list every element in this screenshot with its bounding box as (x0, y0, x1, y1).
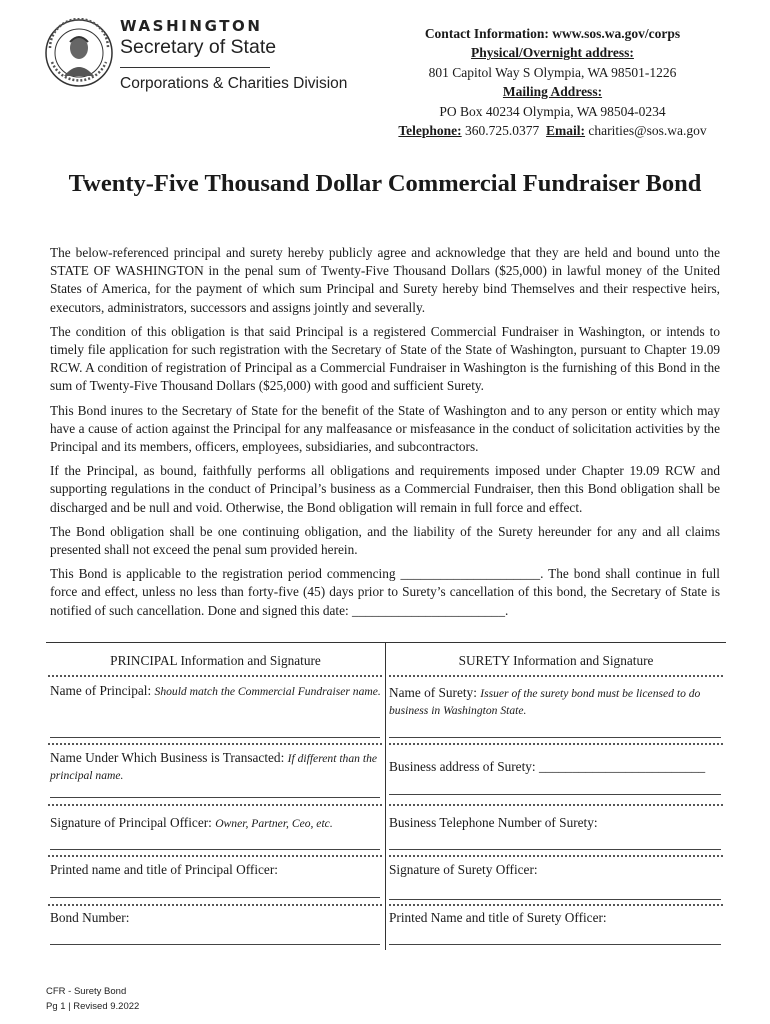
brand-secretary-of-state: Secretary of State (120, 36, 277, 58)
contact-info (380, 24, 725, 140)
signature-surety-line[interactable] (389, 899, 721, 900)
surety-header: SURETY Information and Signature (458, 653, 654, 668)
row-divider (48, 743, 382, 745)
paragraph-1: The below-referenced principal and surety hereby publicly agree and acknowledge that they are held and bound unto the STATE OF WASHINGTON in the penal sum of Twenty-Five Thousand Dollars ($25,000) in lawful money of the United States of America, for the payment of which sum Principal and Surety hereby bind Themselves and their respective heirs, executors, administrators, successors and assigns jointly and severally. (50, 245, 720, 315)
page-footer (46, 984, 139, 1014)
mailing-label: Mailing Address: (502, 84, 603, 100)
name-of-surety-line[interactable] (389, 737, 721, 738)
telephone-label: Telephone: (398, 123, 462, 139)
signature-surety-label: Signature of Surety Officer: (389, 862, 538, 877)
telephone: 360.725.0377 (465, 123, 540, 139)
paragraph-4: If the Principal, as bound, faithfully performs all obligations and requirements imposed under Chapter 19.09 RCW and supporting regulations in the conduct of Principal’s business as a Commercial Fundraiser, then this Bond obligation shall be discharged and be null and void. Otherwise, the Bond obligation will remain in full force and effect. (50, 463, 720, 515)
paragraph-2: The condition of this obligation is that said Principal is a registered Commercial Fundraiser in Washington, or intends to timely file application for such registration with the Secretary of State of the State of Washington, pursuant to Chapter 19.09 RCW. A condition of registration of Principal as a Commercial Fundraiser in Washington is the furnishing of this Bond in the sum of Twenty-Five Thousand Dollars ($25,000) with good and sufficient Surety. (50, 323, 720, 394)
physical-label: Physical/Overnight address: (471, 45, 634, 61)
signature-principal-field[interactable] (50, 815, 382, 832)
surety-header-divider (389, 675, 723, 677)
bond-number-field[interactable] (50, 910, 382, 926)
mailing-address: PO Box 40234 Olympia, WA 98504-0234 (439, 103, 666, 119)
physical-address: 801 Capitol Way S Olympia, WA 98501-1226 (428, 64, 677, 80)
email-label: Email: (546, 123, 586, 139)
printed-principal-label: Printed name and title of Principal Officer: (50, 862, 278, 877)
printed-surety-line[interactable] (389, 944, 721, 945)
surety-address-field[interactable] (389, 759, 723, 775)
paragraph-5: The Bond obligation shall be one continuing obligation, and the liability of the Surety hereunder for any and all claims presented shall not exceed the penal sum provided herein. (50, 523, 720, 558)
business-name-field[interactable] (50, 750, 382, 784)
name-of-principal-hint: Should match the Commercial Fundraiser name. (154, 685, 381, 698)
signature-principal-hint: Owner, Partner, Ceo, etc. (215, 817, 333, 830)
email: charities@sos.wa.gov (588, 123, 707, 139)
signature-principal-line[interactable] (50, 849, 380, 850)
row-divider (48, 855, 382, 857)
paragraph-6: This Bond is applicable to the registration period commencing _____________________. The bond shall continue in full force and effect, unless no less than forty-five (45) days prior to Surety’s cancellation of this bond, the Secretary of State is notified of such cancellation. Done and signed this date: _______________________. (50, 566, 720, 618)
business-name-hint: If different than the principal name. (50, 752, 378, 782)
row-divider (389, 904, 723, 906)
footer-form-name: CFR - Surety Bond (46, 986, 127, 997)
signature-principal-label: Signature of Principal Officer: (50, 815, 212, 830)
signature-surety-field[interactable] (389, 862, 723, 878)
name-of-surety-field[interactable] (389, 685, 723, 719)
surety-address-label: Business address of Surety: _________________________ (389, 759, 706, 774)
row-divider (389, 743, 723, 745)
document-title: Twenty-Five Thousand Dollar Commercial Fundraiser Bond (68, 170, 702, 197)
brand-divider (120, 67, 270, 68)
footer-page-revision: Pg 1 | Revised 9.2022 (46, 1001, 140, 1012)
brand-division: Corporations & Charities Division (120, 75, 348, 92)
printed-surety-label: Printed Name and title of Surety Officer: (389, 910, 607, 925)
table-top-border (46, 642, 726, 643)
principal-header-divider (48, 675, 382, 677)
table-column-divider (385, 642, 386, 950)
name-of-principal-label: Name of Principal: (50, 683, 152, 698)
name-of-principal-line[interactable] (50, 737, 380, 738)
brand-washington: WASHINGTON (120, 17, 263, 35)
row-divider (389, 855, 723, 857)
principal-header: PRINCIPAL Information and Signature (110, 653, 321, 668)
row-divider (48, 904, 382, 906)
surety-phone-line[interactable] (389, 849, 721, 850)
surety-address-line[interactable] (389, 794, 721, 795)
name-of-surety-label: Name of Surety: (389, 685, 477, 700)
paragraph-3: This Bond inures to the Secretary of State for the benefit of the State of Washington and to any person or entity which may have a cause of action against the Principal for any malfeasance or misfeasance in the conduct of solicitation activities by the Principal and its members, officers, employees, subsidiaries, and subcontractors. (50, 402, 720, 455)
bond-number-label: Bond Number: (50, 910, 130, 925)
signature-table (46, 642, 726, 950)
phone-email-line (380, 121, 725, 140)
surety-phone-field[interactable] (389, 815, 723, 831)
surety-phone-label: Business Telephone Number of Surety: (389, 815, 598, 830)
bond-number-line[interactable] (50, 944, 380, 945)
row-divider (389, 804, 723, 806)
name-of-surety-hint: Issuer of the surety bond must be licensed to do business in Washington State. (389, 687, 701, 717)
contact-line: Contact Information: www.sos.wa.gov/corps (424, 26, 681, 41)
bond-body (50, 244, 720, 626)
printed-surety-field[interactable] (389, 910, 723, 926)
business-name-line[interactable] (50, 797, 380, 798)
business-name-label: Name Under Which Business is Transacted: (50, 750, 285, 765)
row-divider (48, 804, 382, 806)
name-of-principal-field[interactable] (50, 683, 382, 700)
state-seal-icon (44, 18, 114, 88)
printed-principal-field[interactable] (50, 862, 382, 878)
printed-principal-line[interactable] (50, 897, 380, 898)
